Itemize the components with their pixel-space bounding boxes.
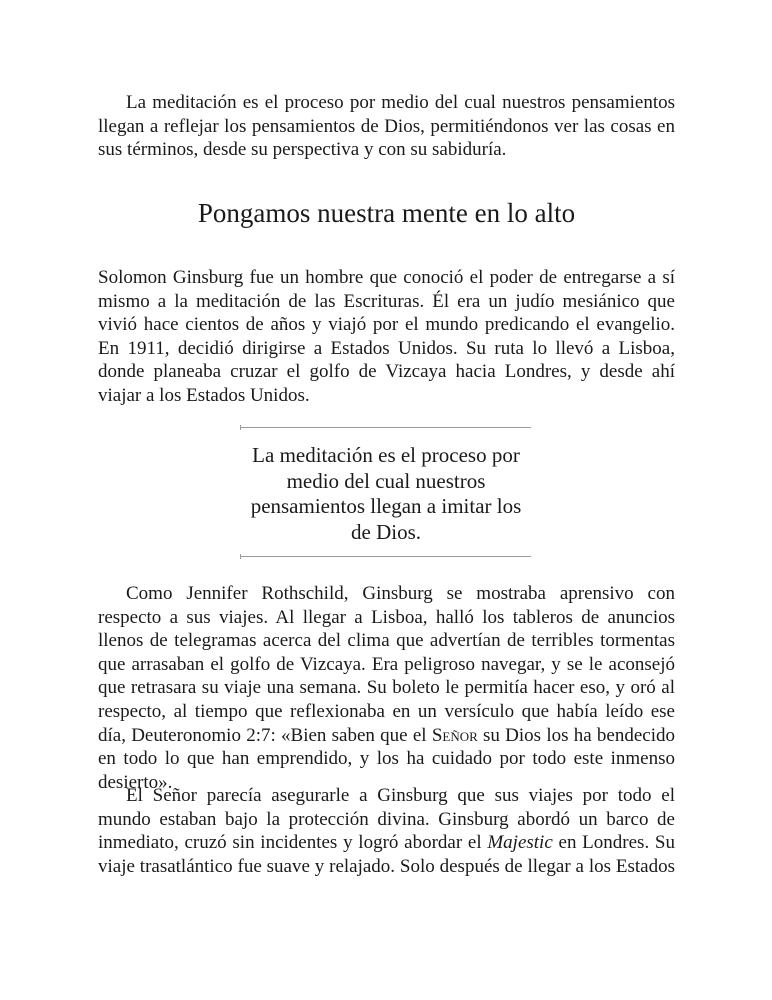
pull-quote: [241, 427, 531, 557]
story-paragraph-3-text-b: en Londres. Su viaje trasatlántico fue suave y relajado. Solo después de llegar a los Estados: [98, 832, 675, 877]
story-paragraph-1: Solomon Ginsburg fue un hombre que conoció el poder de entregarse a sí mismo a la meditación de las Escrituras. Él era un judío mesiánico que vivió hace cientos de años y viajó por el mundo predicando el evangelio. En 1911, decidió dirigirse a Estados Unidos. Su ruta lo llevó a Lisboa, donde planeaba cruzar el golfo de Vizcaya hacia Londres, y desde ahí viajar a los Estados Unidos.: [98, 267, 675, 406]
story-paragraph-3: [98, 784, 675, 878]
lord-small-caps: Señor: [431, 724, 478, 746]
story-paragraph-3-text-a: El Señor parecía asegurarle a Ginsburg que sus viajes por todo el mundo estaban bajo la protección divina. Ginsburg abordó un barco de inmediato, cruzó sin incidentes y logró abordar el: [98, 785, 675, 854]
pull-quote-bottom-rule: [241, 556, 531, 557]
ship-name: Majestic: [487, 832, 553, 854]
pull-quote-top-rule: [241, 427, 531, 428]
section-heading: Pongamos nuestra mente en lo alto: [197, 198, 576, 228]
story-paragraph-2-text-b: su Dios los ha bendecido en todo lo que han emprendido, y los ha cuidado por todo este inmenso desierto».: [98, 724, 675, 793]
pull-quote-text: La meditación es el proceso por medio del cual nuestros pensamientos llegan a imitar los de Dios.: [250, 443, 522, 544]
story-paragraph-2-text-a: Como Jennifer Rothschild, Ginsburg se mostraba aprensivo con respecto a sus viajes. Al llegar a Lisboa, halló los tableros de anuncios llenos de telegramas acerca del clima que advertían de terribles tormentas que arrasaban el golfo de Vizcaya. Era peligroso navegar, y se le aconsejó que retrasara su viaje una semana. Su boleto le permitía hacer eso, y oró al respecto, al tiempo que reflexionaba en un versículo que había leído ese día, Deuteronomio 2:7: «Bien saben que el: [98, 583, 675, 746]
story-paragraph-2: [98, 582, 675, 794]
intro-paragraph: La meditación es el proceso por medio del cual nuestros pensamientos llegan a reflejar los pensamientos de Dios, permitiéndonos ver las cosas en sus términos, desde su perspectiva y con su sabiduría.: [98, 92, 675, 161]
